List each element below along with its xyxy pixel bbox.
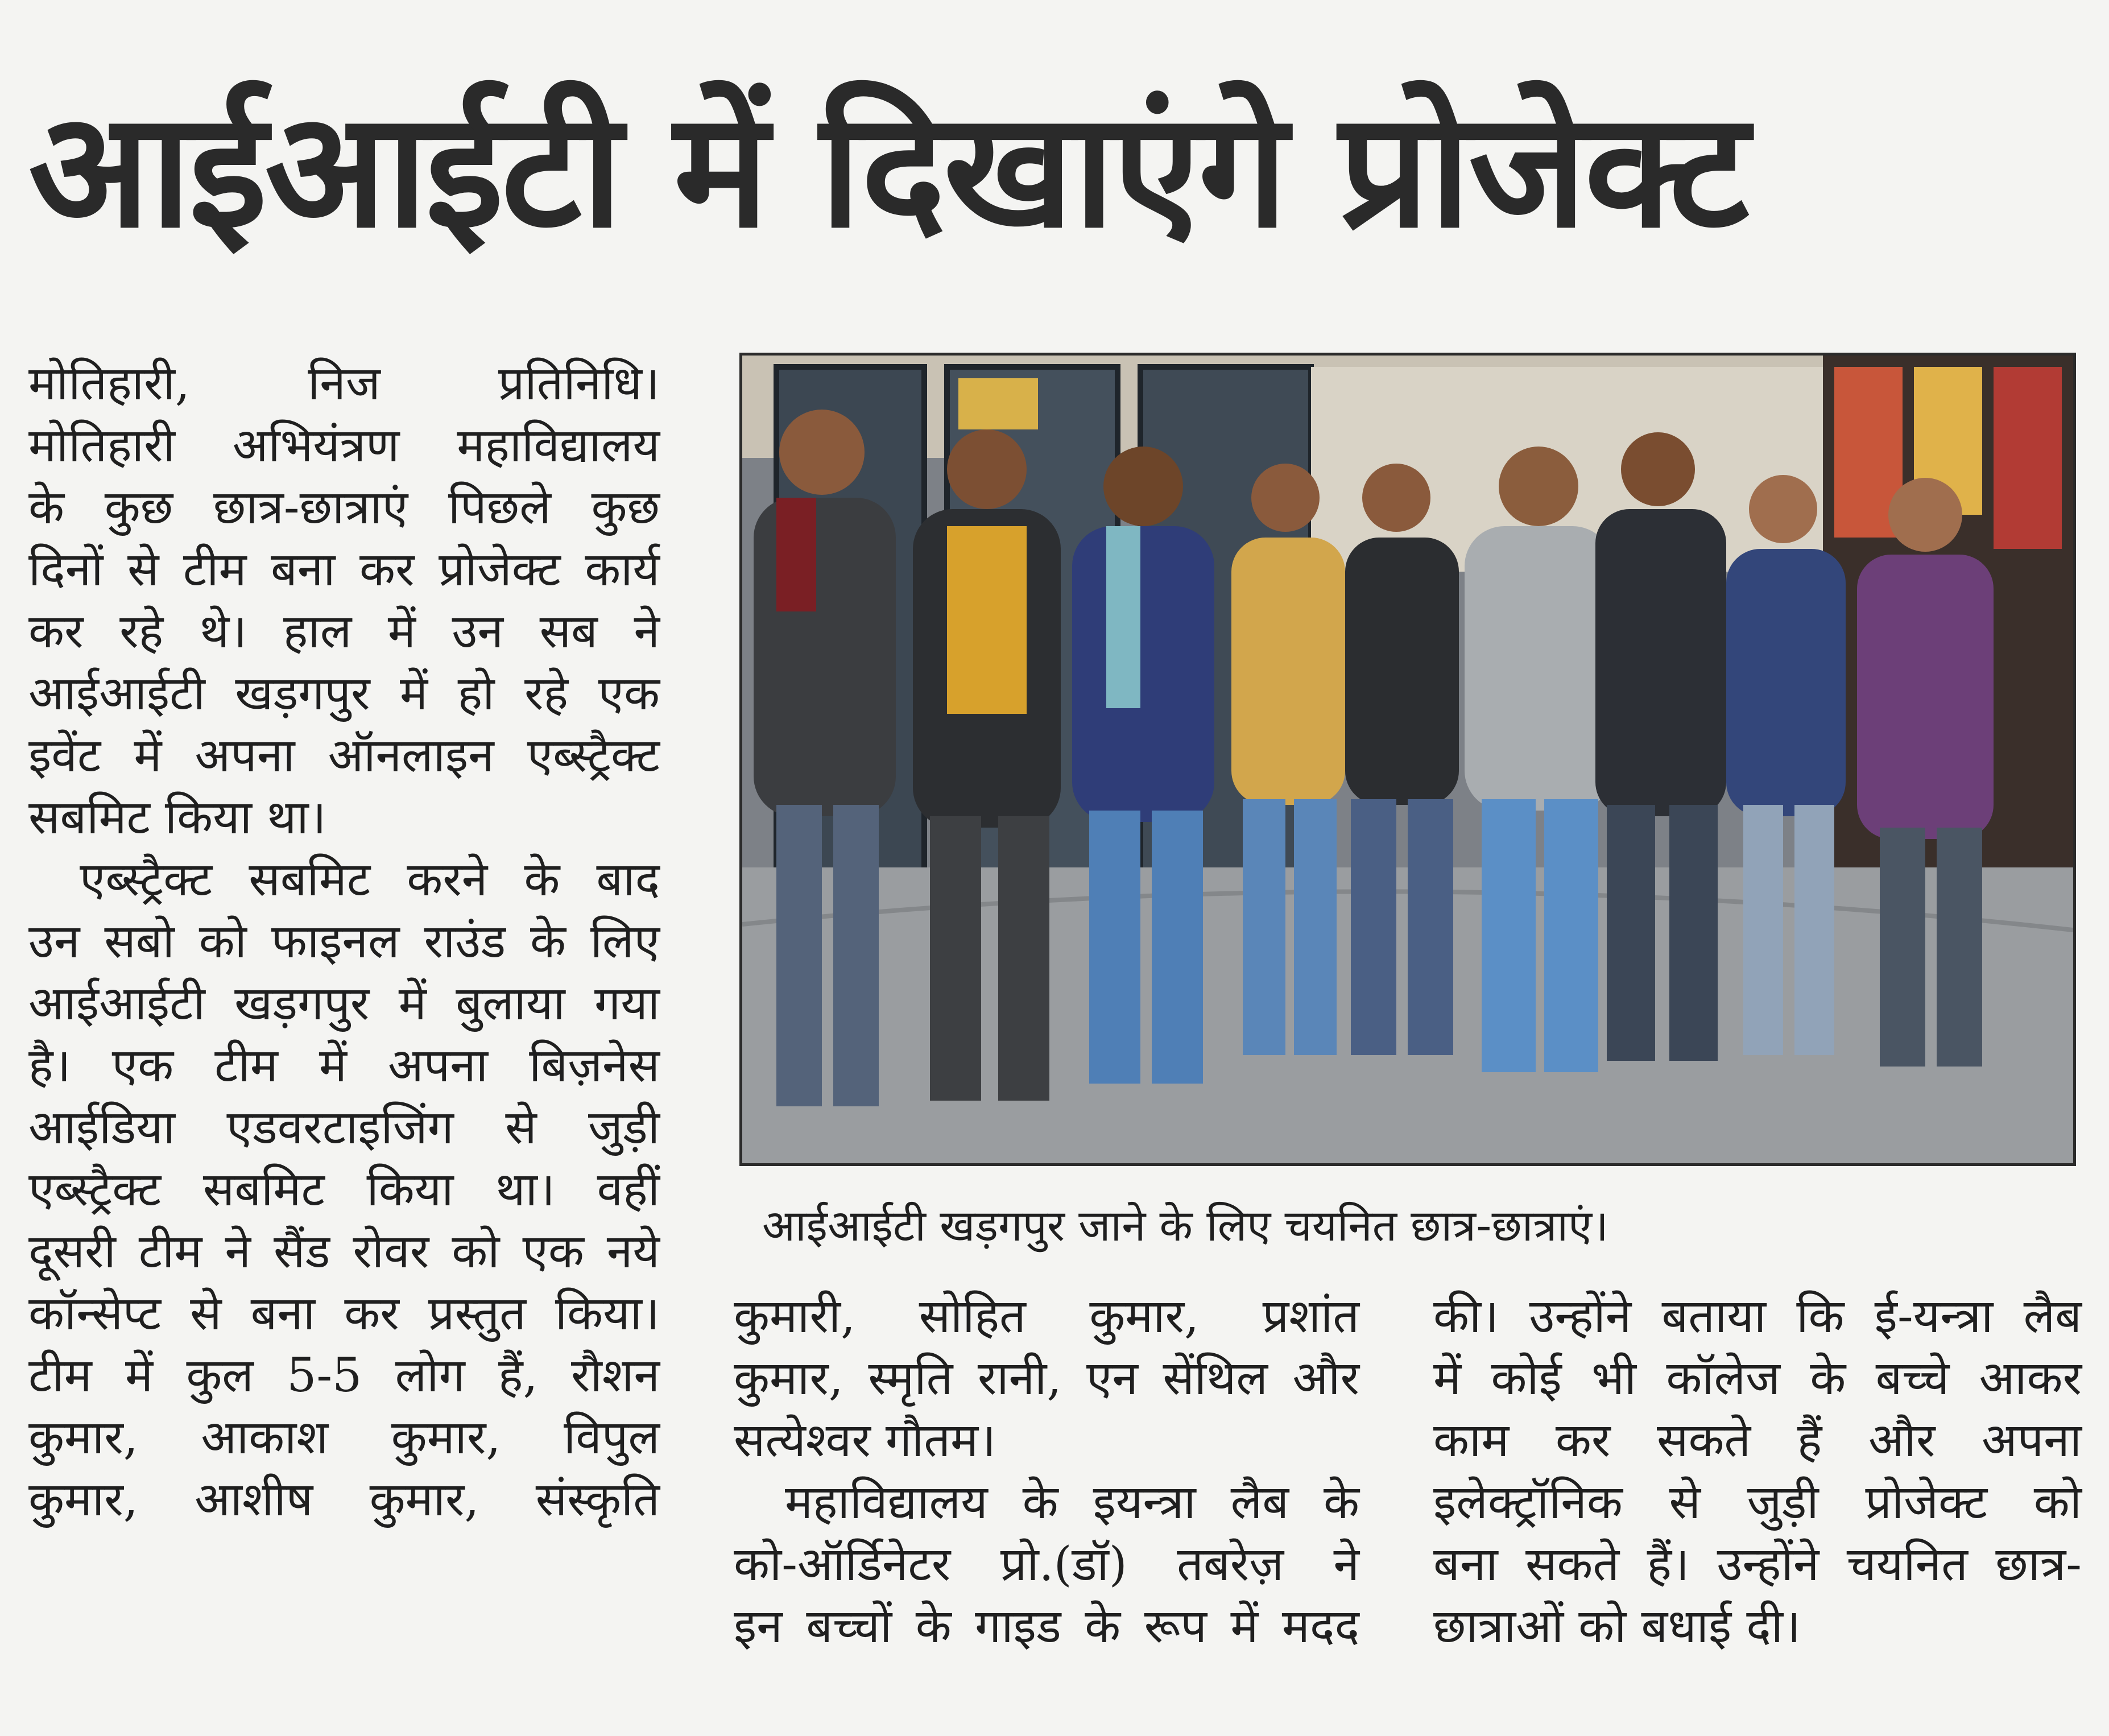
text-line: मोतिहारी अभियंत्रण महाविद्यालय — [28, 419, 660, 473]
article-column-1 — [28, 353, 660, 1531]
text-line: महाविद्यालय के इयन्त्रा लैब के — [785, 1475, 1359, 1530]
text-line: काम कर सकते हैं और अपना — [1433, 1413, 2082, 1468]
text-line: इलेक्ट्रॉनिक से जुड़ी प्रोजेक्ट को — [1433, 1475, 2082, 1530]
text-line: टीम में कुल 5-5 लोग हैं, रौशन — [28, 1349, 660, 1403]
article-column-2 — [734, 1286, 1359, 1658]
text-line: है। एक टीम में अपना बिज़नेस — [28, 1039, 660, 1093]
text-line: सत्येश्वर गौतम। — [734, 1413, 996, 1468]
text-line: सबमिट किया था। — [28, 791, 326, 845]
text-line: दूसरी टीम ने सैंड रोवर को एक नये — [28, 1225, 660, 1279]
text-line: इन बच्चों के गाइड के रूप में मदद — [734, 1599, 1359, 1654]
dateline-line: मोतिहारी, निज प्रतिनिधि। — [28, 357, 660, 411]
text-line: के कुछ छात्र-छात्राएं पिछले कुछ — [28, 481, 660, 535]
text-line: कुमारी, सोहित कुमार, प्रशांत — [734, 1289, 1359, 1344]
article-column-3 — [1433, 1286, 2082, 1658]
text-line: कर रहे थे। हाल में उन सब ने — [28, 605, 660, 659]
text-line: कुमार, स्मृति रानी, एन सेंथिल और — [734, 1351, 1359, 1406]
text-line: कुमार, आशीष कुमार, संस्कृति — [28, 1473, 660, 1527]
text-line: बना सकते हैं। उन्होंने चयनित छात्र- — [1433, 1537, 2082, 1592]
text-line: में कोई भी कॉलेज के बच्चे आकर — [1433, 1351, 2082, 1406]
group-photo-illustration — [742, 356, 2073, 1163]
text-line: को-ऑर्डिनेटर प्रो.(डॉ) तबरेज़ ने — [734, 1537, 1359, 1592]
text-line: इवेंट में अपना ऑनलाइन एब्स्ट्रैक्ट — [28, 729, 660, 783]
text-line: दिनों से टीम बना कर प्रोजेक्ट कार्य — [28, 543, 660, 597]
text-line: आईडिया एडवरटाइजिंग से जुड़ी — [28, 1101, 660, 1155]
photo-caption: आईआईटी खड़गपुर जाने के लिए चयनित छात्र-छात्राएं। — [762, 1200, 1608, 1251]
text-line: की। उन्होंने बताया कि ई-यन्त्रा लैब — [1433, 1289, 2082, 1344]
headline: आईआईटी में दिखाएंगे प्रोजेक्ट — [28, 78, 1747, 263]
text-line: एब्स्ट्रैक्ट सबमिट करने के बाद — [80, 853, 660, 907]
text-line: आईआईटी खड़गपुर में हो रहे एक — [28, 667, 660, 721]
group-photo — [739, 353, 2076, 1166]
text-line: छात्राओं को बधाई दी। — [1433, 1599, 1801, 1654]
text-line: कुमार, आकाश कुमार, विपुल — [28, 1411, 660, 1465]
text-line: कॉन्सेप्ट से बना कर प्रस्तुत किया। — [28, 1287, 660, 1341]
text-line: आईआईटी खड़गपुर में बुलाया गया — [28, 977, 660, 1031]
text-line: एब्स्ट्रैक्ट सबमिट किया था। वहीं — [28, 1163, 660, 1217]
text-line: उन सबो को फाइनल राउंड के लिए — [28, 915, 660, 969]
